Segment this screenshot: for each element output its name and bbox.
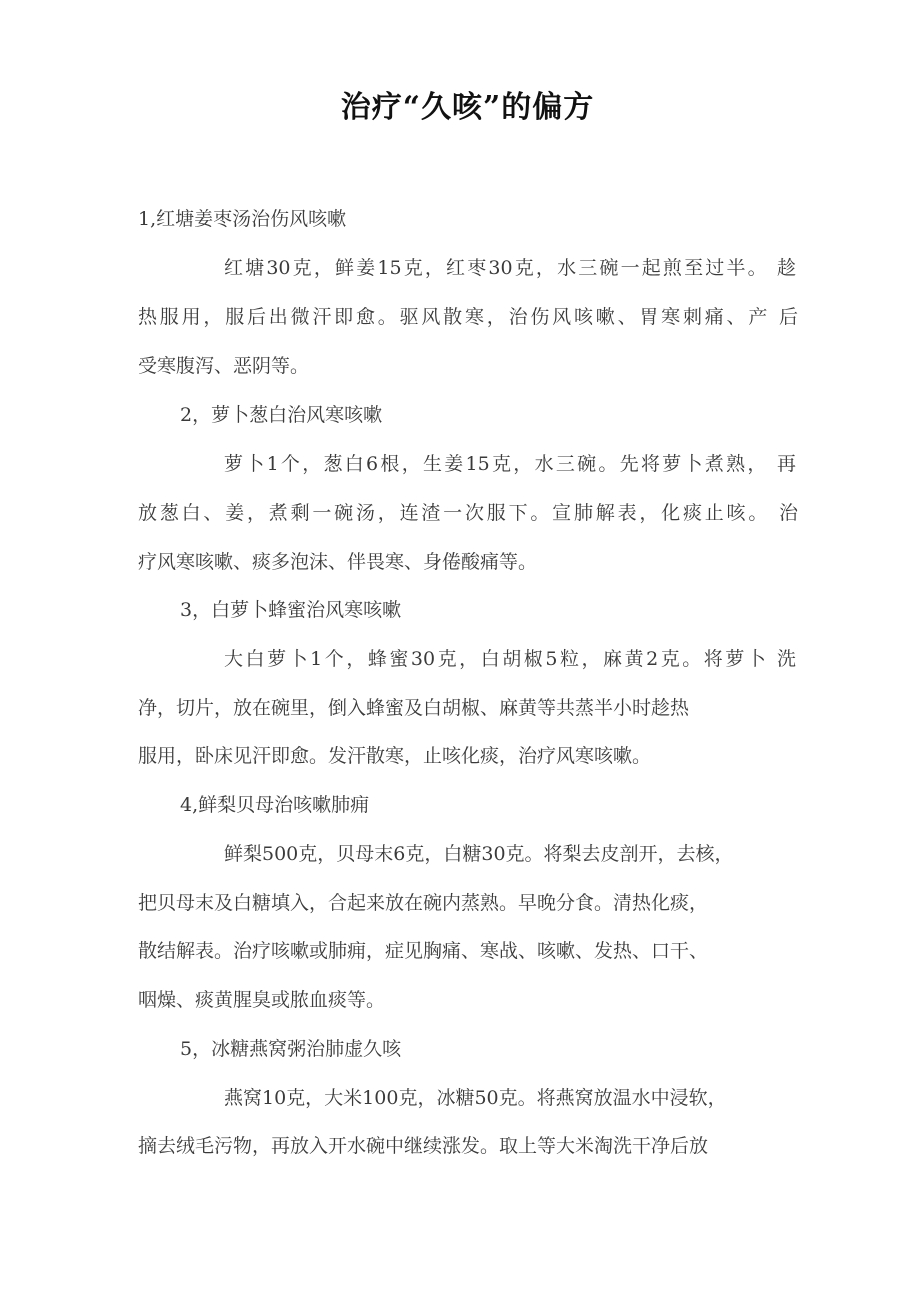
recipe-3-text-line-2: 净，切片，放在碗里，倒入蜂蜜及白胡椒、麻黄等共蒸半小时趁热 — [138, 697, 690, 719]
recipe-5-heading: 5，冰糖燕窝粥治肺虚久咳 — [180, 1038, 402, 1060]
recipe-3-heading: 3，白萝卜蜂蜜治风寒咳嗽 — [180, 599, 402, 621]
recipe-4-text-line-2: 把贝母末及白糖填入，合起来放在碗内蒸熟。早晚分食。清热化痰， — [138, 892, 709, 914]
recipe-2-text-line-1: 萝卜1个，葱白6根，生姜15克，水三碗。先将萝卜煮熟， 再 — [224, 453, 796, 475]
recipe-1-text-line-2: 热服用，服后出微汗即愈。驱风散寒，治伤风咳嗽、胃寒刺痛、产 后 — [138, 306, 798, 328]
recipe-2-heading: 2，萝卜葱白治风寒咳嗽 — [180, 404, 383, 426]
recipe-4-heading: 4,鲜梨贝母治咳嗽肺痈 — [180, 794, 370, 816]
recipe-2-text-line-2: 放葱白、姜，煮剩一碗汤，连渣一次服下。宣肺解表，化痰止咳。 治 — [138, 502, 798, 524]
recipe-3-text-line-3: 服用，卧床见汗即愈。发汗散寒，止咳化痰，治疗风寒咳嗽。 — [138, 745, 652, 767]
recipe-5-text-line-2: 摘去绒毛污物，再放入开水碗中继续涨发。取上等大米淘洗干净后放 — [138, 1135, 709, 1157]
recipe-1-text-line-3: 受寒腹泻、恶阴等。 — [138, 355, 310, 377]
recipe-3-text-line-1: 大白萝卜1个，蜂蜜30克，白胡椒5粒，麻黄2克。将萝卜 洗 — [224, 648, 796, 670]
recipe-5-text-line-1: 燕窝10克，大米100克，冰糖50克。将燕窝放温水中浸软， — [224, 1087, 727, 1109]
document-title: 治疗“久咳”的偏方 — [340, 90, 595, 125]
recipe-4-text-line-1: 鲜梨500克，贝母末6克，白糖30克。将梨去皮剖开，去核， — [224, 843, 734, 865]
recipe-4-text-line-4: 咽燥、痰黄腥臭或脓血痰等。 — [138, 989, 386, 1011]
recipe-1-text-line-1: 红塘30克，鲜姜15克，红枣30克，水三碗一起煎至过半。 趁 — [224, 257, 796, 279]
recipe-1-heading: 1,红塘姜枣汤治伤风咳嗽 — [138, 208, 347, 230]
recipe-2-text-line-3: 疗风寒咳嗽、痰多泡沫、伴畏寒、身倦酸痛等。 — [138, 551, 538, 573]
recipe-4-text-line-3: 散结解表。治疗咳嗽或肺痈，症见胸痛、寒战、咳嗽、发热、口干、 — [138, 940, 709, 962]
